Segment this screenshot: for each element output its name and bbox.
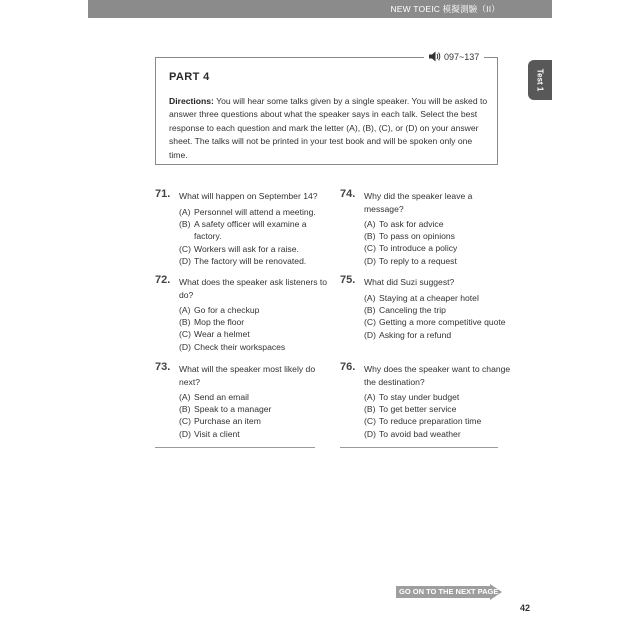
question-number: 71.: [155, 188, 171, 200]
directions-text: [169, 95, 489, 162]
option-d: (D) The factory will be renovated.: [179, 255, 307, 266]
question-text: Why did the speaker leave a message?: [364, 191, 473, 214]
option-a: (A) To ask for advice: [364, 219, 444, 229]
question-text: Why does the speaker want to change the destination?: [364, 364, 511, 387]
option-b: (B) To get better service: [364, 404, 457, 415]
header-bar: [88, 0, 552, 18]
option-a: (A) Personnel will attend a meeting.: [179, 207, 316, 217]
option-b: (B) Mop the floor: [179, 317, 245, 328]
options-list: [179, 391, 329, 440]
option-c: (C) Purchase an item: [179, 416, 261, 427]
question-text: What will the speaker most likely do next?: [179, 364, 316, 387]
speaker-icon: [429, 51, 441, 62]
options-list: [179, 304, 329, 353]
question-text: What does the speaker ask listeners to do?: [179, 277, 328, 300]
question-number: 76.: [340, 361, 356, 373]
side-tab: [528, 60, 552, 100]
option-a: (A) Go for a checkup: [179, 305, 260, 315]
question-number: 73.: [155, 361, 171, 373]
option-c: (C) Workers will ask for a raise.: [179, 243, 299, 254]
option-d: (D) Check their workspaces: [179, 341, 286, 352]
question-number: 75.: [340, 274, 356, 286]
option-b: (B) To pass on opinions: [364, 231, 455, 242]
question-number: 74.: [340, 188, 356, 200]
options-list: [364, 218, 514, 267]
option-a: (A) Send an email: [179, 392, 249, 402]
question-number: 72.: [155, 274, 171, 286]
options-list: [179, 206, 329, 267]
directions-box: [155, 51, 498, 165]
options-list: [364, 391, 514, 440]
options-list: [364, 292, 514, 341]
audio-track: [424, 51, 484, 62]
option-c: (C) Wear a helmet: [179, 329, 250, 340]
divider-right: [340, 447, 498, 448]
header-title: NEW TOEIC 模擬測驗（II）: [390, 4, 500, 14]
option-d: (D) Asking for a refund: [364, 329, 452, 340]
option-d: (D) To avoid bad weather: [364, 428, 461, 439]
question-text: What did Suzi suggest?: [364, 277, 455, 287]
next-page-indicator: [396, 584, 502, 600]
side-tab-label: Test 1: [535, 68, 545, 92]
option-c: (C) To reduce preparation time: [364, 416, 482, 427]
option-c: (C) Getting a more competitive quote: [364, 317, 506, 328]
option-c: (C) To introduce a policy: [364, 243, 458, 254]
option-a: (A) Staying at a cheaper hotel: [364, 293, 479, 303]
directions-label: Directions:: [169, 96, 214, 106]
option-d: (D) Visit a client: [179, 428, 240, 439]
option-b: (B) Canceling the trip: [364, 305, 446, 316]
audio-track-number: 097~137: [444, 51, 480, 62]
next-page-label: GO ON TO THE NEXT PAGE: [399, 587, 499, 596]
option-b: (B) A safety officer will examine a factory.: [179, 219, 307, 242]
option-b: (B) Speak to a manager: [179, 404, 272, 415]
directions-body: You will hear some talks given by a single speaker. You will be asked to answer three questions about what the speaker says in each talk. Select the best response to each question and mark the letter (A), (B), (C), or (D) on your answer sheet. The talks will not be printed in your test book and will be spoken only one time.: [169, 96, 488, 160]
option-a: (A) To stay under budget: [364, 392, 460, 402]
part-title: PART 4: [169, 71, 210, 83]
page-number: 42: [520, 603, 531, 613]
option-d: (D) To reply to a request: [364, 255, 457, 266]
divider-left: [155, 447, 315, 448]
question-text: What will happen on September 14?: [179, 191, 318, 201]
